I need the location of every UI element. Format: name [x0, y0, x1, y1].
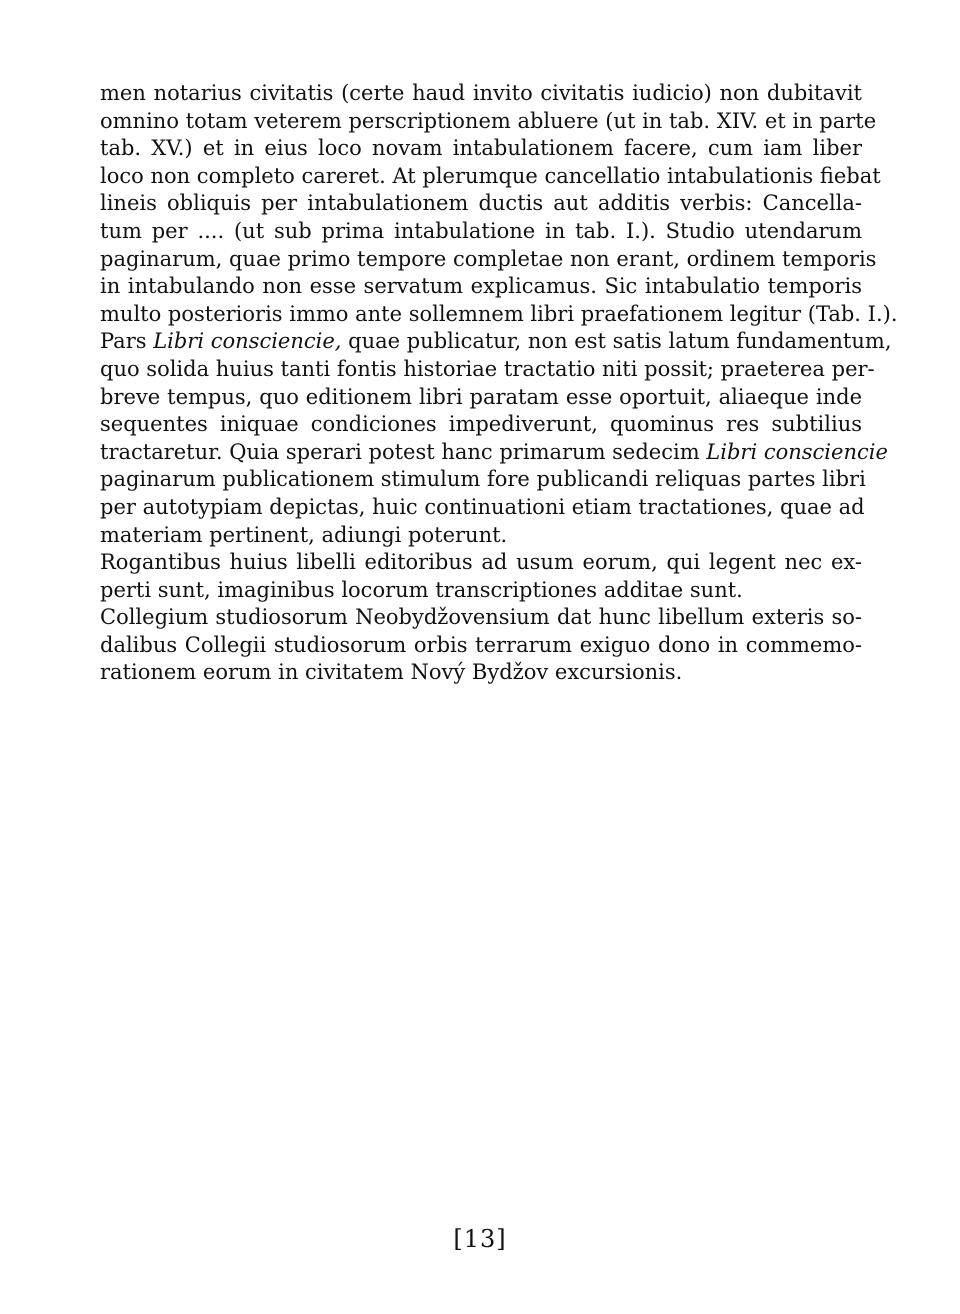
italic-title: Libri consciencie [706, 439, 888, 464]
text-line: perti sunt, imaginibus locorum transcriptiones additae sunt. [100, 577, 743, 602]
text-line: per autotypiam depictas, huic continuationi etiam tractationes, quae ad [100, 494, 865, 519]
text-line: rationem eorum in civitatem Nový Bydžov excursionis. [100, 660, 683, 685]
text-line: tum per .... (ut sub prima intabulatione in tab. I.). Studio utendarum [100, 218, 862, 243]
text-line: omnino totam veterem perscriptionem abluere (ut in tab. XIV. et in parte [100, 108, 877, 133]
text-segment: tractaretur. Quia sperari potest hanc primarum sedecim [100, 439, 707, 464]
text-block [100, 80, 898, 687]
page-number: [13] [453, 1225, 507, 1253]
text-line: loco non completo careret. At plerumque cancellatio intabulationis fiebat [100, 163, 881, 188]
text-line: in intabulando non esse servatum explicamus. Sic intabulatio temporis [100, 274, 862, 299]
text-segment: quae publicatur, non est satis latum fundamentum, [341, 329, 892, 354]
text-line [100, 328, 892, 356]
text-line: sequentes iniquae condiciones impediverunt, quominus res subtilius [100, 412, 862, 437]
text-line: lineis obliquis per intabulationem ductis aut additis verbis: Cancella- [100, 191, 862, 216]
italic-title: Libri consciencie, [153, 329, 342, 354]
page-body [100, 80, 898, 687]
text-line: dalibus Collegii studiosorum orbis terrarum exiguo dono in commemo- [100, 632, 862, 657]
text-line: paginarum publicationem stimulum fore publicandi reliquas partes libri [100, 467, 866, 492]
text-line: materiam pertinent, adiungi poterunt. [100, 522, 508, 547]
text-line: breve tempus, quo editionem libri paratam esse oportuit, aliaeque inde [100, 384, 862, 409]
text-line: Rogantibus huius libelli editoribus ad usum eorum, qui legent nec ex- [100, 550, 862, 575]
text-line: paginarum, quae primo tempore completae non erant, ordinem temporis [100, 246, 877, 271]
text-segment: Pars [100, 329, 154, 354]
text-line: multo posterioris immo ante sollemnem libri praefationem legitur (Tab. I.). [100, 301, 898, 326]
text-line: Collegium studiosorum Neobydžovensium dat hunc libellum exteris so- [100, 605, 862, 630]
text-line [100, 439, 888, 467]
text-line: quo solida huius tanti fontis historiae tractatio niti possit; praeterea per- [100, 356, 875, 381]
text-line: tab. XV.) et in eius loco novam intabulationem facere, cum iam liber [100, 136, 862, 161]
text-line: men notarius civitatis (certe haud invito civitatis iudicio) non dubitavit [100, 81, 862, 105]
